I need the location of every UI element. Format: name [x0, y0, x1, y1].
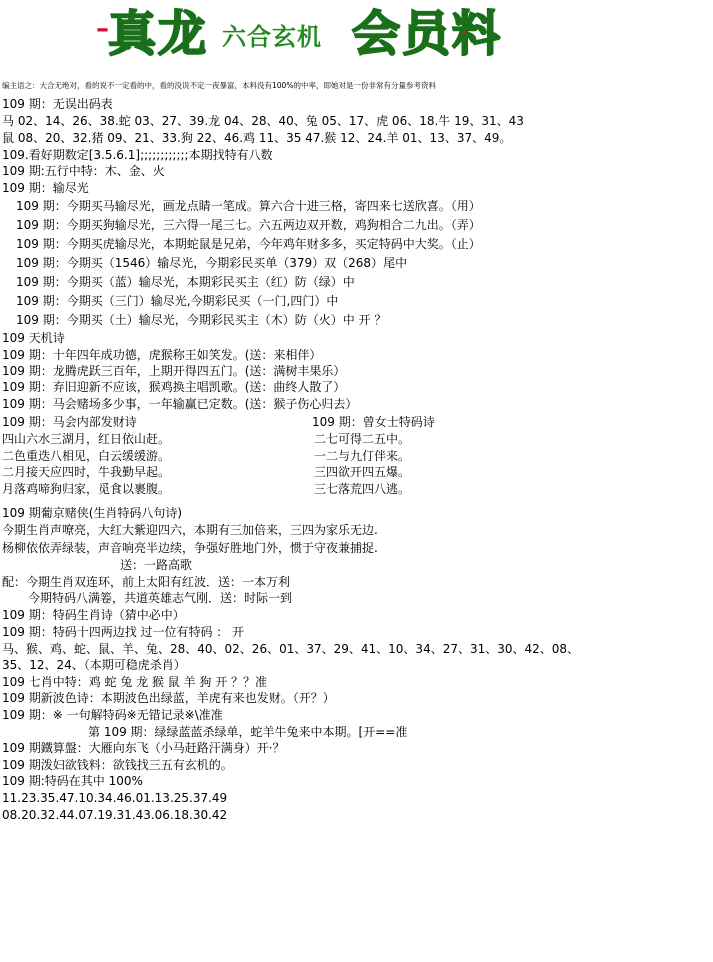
- line-gambler-gift: 送：一路高歌: [120, 558, 193, 572]
- line-lose-tiger: 109 期：今期买虎输尽光，本期蛇鼠是兄弟，今年鸡年财多多，买定特码中大奖。（止）: [16, 237, 481, 251]
- line-five-elements: 109 期:五行中特：木、金、火: [2, 164, 165, 178]
- line-gambler-2: 杨柳依依弄绿装，声音响亮半边续，争强好胜地门外，惯于守夜兼捕捉.: [2, 541, 378, 555]
- line-zodiac-numbers-2: 鼠 08、20、32.猪 09、21、33.狗 22、46.鸡 11、35 47.猴 12、24.羊 01、13、37、49。: [2, 131, 512, 145]
- line-special-zodiac-title: 109 期：特码生肖诗（猜中必中）: [2, 608, 185, 622]
- header-title-c: 会员料: [352, 6, 503, 62]
- line-lose-doors: 109 期：今期买（三门）输尽光,今期彩民买（一门,四门）中: [16, 294, 339, 308]
- line-gambler-1: 今期生肖声嘹亮，大红大紫迎四六，本期有三加倍来，三四为家乐无边.: [2, 523, 378, 537]
- line-lose-color: 109 期：今期买（蓝）输尽光，本期彩民买主（红）防（绿）中: [16, 275, 355, 289]
- header-title-b: 六合玄机: [222, 23, 322, 51]
- line-insider-poem-4: 月落鸡啼狗归家，觅食以裹腹。: [2, 482, 171, 496]
- line-heaven-poem-4: 109 期：马会赌场多少事，一年输赢已定数。(送：猴子伤心归去）: [2, 397, 358, 411]
- line-money: 109 期泼妇欲钱料：欲钱找三五有玄机的。: [2, 758, 233, 772]
- line-abacus: 109 期鐵算盤：大雁向东飞（小马赶路汗满身）开·？: [2, 741, 285, 755]
- line-lucky-digits: 109.看好期数定[3.5.6.1];;;;;;;;;;;;本期找特有八数: [2, 148, 273, 162]
- line-insider-poem-3: 二月接天应四时，牛我勤早起。: [2, 465, 171, 479]
- line-title-table: 109 期：无误出码表: [2, 97, 113, 111]
- line-fourteen-list-1: 马、猴、鸡、蛇、鼠、羊、兔、28、40、02、26、01、37、29、41、10、34、27、31、30、42、08、: [2, 642, 580, 656]
- line-heaven-poem-title: 109 天机诗: [2, 331, 65, 345]
- right-poem-title: 109 期：曾女士特码诗: [312, 415, 435, 429]
- line-heaven-poem-2: 109 期：龙腾虎跃三百年，上期开得四五门。(送：满树丰果乐）: [2, 364, 346, 378]
- line-insider-poem-2: 二色重迭八相见，白云缓缓游。: [2, 449, 171, 463]
- right-poem-3: 三四欲开四五爆。: [314, 465, 411, 479]
- line-gambler-pair-2: 今期特码八满箞，共道英雄志气刚．送：时际一到: [28, 591, 293, 605]
- right-poem-2: 一二与九仃伴来。: [314, 449, 411, 463]
- editor-note: 编主语之：大合无绝对，看的说不一定看的中，看的没说不定一夜暴富，本料没有100%的中率，即她对是一份非常有分量参考资料: [2, 81, 436, 90]
- line-wave-color: 109 期新波色诗：本期波色出绿蓝，羊虎有来也发财。（开？）: [2, 691, 335, 705]
- line-lose-dog: 109 期：今期买狗输尽光，三六得一尾三七。六五两边双开数，鸡狗相合二九出。（弄）: [16, 218, 481, 232]
- line-gambler-title: 109 期葡京赌侠(生肖特码八句诗): [2, 506, 183, 520]
- line-numbers-1: 11.23.35.47.10.34.46.01.13.25.37.49: [2, 791, 228, 805]
- line-kill-green: 第 109 期：绿绿蓝蓝杀绿单，蛇羊牛兔来中本期。[开==准: [88, 725, 408, 739]
- line-lose-horse: 109 期：今期买马输尽光，画龙点睛一笔成。算六合十进三格，寄四来七送欣喜。（用）: [16, 199, 481, 213]
- line-seven-zodiac: 109 七肖中特：鸡 蛇 兔 龙 猴 鼠 羊 狗 开 ？？准: [2, 675, 268, 689]
- line-fourteen-title: 109 期：特码十四两边找 过一位有特码 ： 开: [2, 625, 245, 639]
- right-poem-4: 三七落荒四八逃。: [314, 482, 411, 496]
- right-poem-1: 二七可得二五中。: [314, 432, 411, 446]
- line-zodiac-numbers-1: 马 02、14、26、38.蛇 03、27、39.龙 04、28、40、兔 05、17、虎 06、18.牛 19、31、43: [2, 114, 524, 128]
- line-lose-element: 109 期：今期买（土）输尽光，今期彩民买主（木）防（火）中 开 ？: [16, 313, 387, 327]
- line-lose-all-title: 109 期：输尽光: [2, 181, 89, 195]
- line-insider-poem-title: 109 期：马会内部发财诗: [2, 415, 137, 429]
- line-lose-digits: 109 期：今期买（1546）输尽光，今期彩民买单（379）双（268）尾中: [16, 256, 408, 270]
- line-one-phrase: 109 期：※ 一句解特码※无错记录※\准准: [2, 708, 223, 722]
- line-insider-poem-1: 四山六水三湖月，红日依山赶。: [2, 432, 171, 446]
- line-gambler-pair-1: 配：今期生肖双连环，前上太阳有红波．送：一本万利: [2, 575, 291, 589]
- header-banner: [0, 0, 713, 76]
- line-special-100: 109 期:特码在其中 100%: [2, 774, 143, 788]
- line-numbers-2: 08.20.32.44.07.19.31.43.06.18.30.42: [2, 808, 228, 822]
- line-fourteen-list-2: 35、12、24、（本期可稳虎杀肖）: [2, 658, 186, 672]
- line-heaven-poem-1: 109 期：十年四年成功德，虎猴称王如笑发。(送：来相伴）: [2, 348, 322, 362]
- line-heaven-poem-3: 109 期：弃旧迎新不应该，猴鸡换主唱凯歌。(送：曲终人散了）: [2, 380, 346, 394]
- header-title-a: 真龙: [108, 6, 209, 62]
- header-dash: –: [96, 14, 109, 44]
